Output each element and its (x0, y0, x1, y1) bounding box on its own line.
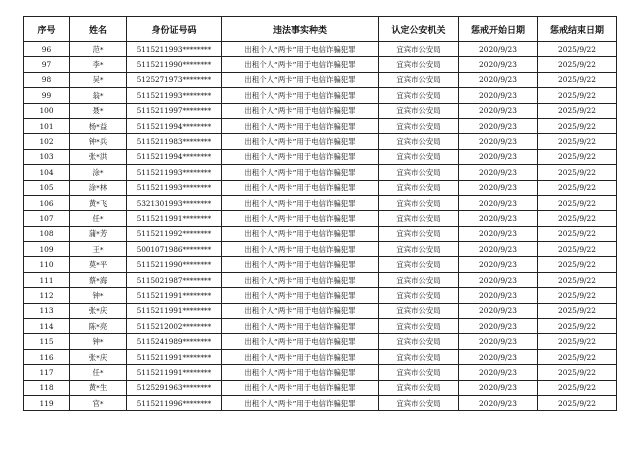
cell-end-date: 2025/9/22 (538, 165, 617, 180)
cell-serial: 113 (24, 303, 70, 318)
cell-name: 王* (70, 242, 127, 257)
cell-name: 钟* (70, 334, 127, 349)
cell-name: 钟*兵 (70, 134, 127, 149)
cell-id-number: 5115211993******** (127, 165, 222, 180)
table-row (24, 118, 617, 133)
cell-serial: 101 (24, 118, 70, 133)
cell-start-date: 2020/9/23 (459, 365, 538, 380)
cell-violation-type: 出租个人“两卡”用于电信诈骗犯罪 (222, 380, 379, 395)
cell-id-number: 5115211997******** (127, 103, 222, 118)
cell-id-number: 5125271973******** (127, 72, 222, 87)
cell-authority: 宜宾市公安局 (379, 57, 459, 72)
table-row (24, 272, 617, 287)
cell-violation-type: 出租个人“两卡”用于电信诈骗犯罪 (222, 88, 379, 103)
table-row (24, 211, 617, 226)
cell-name: 吴* (70, 72, 127, 87)
cell-serial: 97 (24, 57, 70, 72)
cell-name: 官* (70, 395, 127, 410)
cell-serial: 114 (24, 319, 70, 334)
header-name: 姓名 (70, 17, 127, 42)
table-row (24, 165, 617, 180)
cell-serial: 119 (24, 395, 70, 410)
cell-name: 张*庆 (70, 349, 127, 364)
cell-violation-type: 出租个人“两卡”用于电信诈骗犯罪 (222, 272, 379, 287)
cell-authority: 宜宾市公安局 (379, 257, 459, 272)
cell-start-date: 2020/9/23 (459, 349, 538, 364)
cell-name: 黄*飞 (70, 195, 127, 210)
table-row (24, 149, 617, 164)
table-row (24, 257, 617, 272)
cell-end-date: 2025/9/22 (538, 103, 617, 118)
cell-id-number: 5115241989******** (127, 334, 222, 349)
cell-start-date: 2020/9/23 (459, 88, 538, 103)
cell-name: 任* (70, 365, 127, 380)
cell-start-date: 2020/9/23 (459, 149, 538, 164)
table-row (24, 180, 617, 195)
header-start-date: 惩戒开始日期 (459, 17, 538, 42)
cell-violation-type: 出租个人“两卡”用于电信诈骗犯罪 (222, 226, 379, 241)
cell-end-date: 2025/9/22 (538, 242, 617, 257)
cell-start-date: 2020/9/23 (459, 242, 538, 257)
cell-authority: 宜宾市公安局 (379, 72, 459, 87)
table-body (24, 42, 617, 411)
cell-violation-type: 出租个人“两卡”用于电信诈骗犯罪 (222, 57, 379, 72)
cell-violation-type: 出租个人“两卡”用于电信诈骗犯罪 (222, 165, 379, 180)
cell-end-date: 2025/9/22 (538, 272, 617, 287)
cell-end-date: 2025/9/22 (538, 334, 617, 349)
cell-serial: 102 (24, 134, 70, 149)
cell-serial: 116 (24, 349, 70, 364)
cell-id-number: 5115211991******** (127, 211, 222, 226)
table-row (24, 103, 617, 118)
cell-start-date: 2020/9/23 (459, 72, 538, 87)
cell-violation-type: 出租个人“两卡”用于电信诈骗犯罪 (222, 349, 379, 364)
cell-end-date: 2025/9/22 (538, 319, 617, 334)
cell-serial: 111 (24, 272, 70, 287)
cell-id-number: 5115211993******** (127, 180, 222, 195)
cell-end-date: 2025/9/22 (538, 42, 617, 57)
cell-authority: 宜宾市公安局 (379, 42, 459, 57)
cell-start-date: 2020/9/23 (459, 380, 538, 395)
cell-end-date: 2025/9/22 (538, 380, 617, 395)
table-row (24, 380, 617, 395)
cell-start-date: 2020/9/23 (459, 257, 538, 272)
header-end-date: 惩戒结束日期 (538, 17, 617, 42)
cell-serial: 107 (24, 211, 70, 226)
cell-start-date: 2020/9/23 (459, 226, 538, 241)
cell-name: 蒲*芳 (70, 226, 127, 241)
cell-start-date: 2020/9/23 (459, 42, 538, 57)
cell-id-number: 5115211991******** (127, 303, 222, 318)
table-row (24, 303, 617, 318)
cell-authority: 宜宾市公安局 (379, 288, 459, 303)
cell-end-date: 2025/9/22 (538, 57, 617, 72)
cell-end-date: 2025/9/22 (538, 118, 617, 133)
cell-id-number: 5115211983******** (127, 134, 222, 149)
cell-authority: 宜宾市公安局 (379, 272, 459, 287)
cell-serial: 117 (24, 365, 70, 380)
table-row (24, 288, 617, 303)
cell-authority: 宜宾市公安局 (379, 180, 459, 195)
cell-start-date: 2020/9/23 (459, 272, 538, 287)
cell-start-date: 2020/9/23 (459, 319, 538, 334)
cell-authority: 宜宾市公安局 (379, 319, 459, 334)
cell-name: 任* (70, 211, 127, 226)
table-row (24, 42, 617, 57)
cell-end-date: 2025/9/22 (538, 226, 617, 241)
cell-id-number: 5115212002******** (127, 319, 222, 334)
cell-end-date: 2025/9/22 (538, 72, 617, 87)
cell-authority: 宜宾市公安局 (379, 165, 459, 180)
table-row (24, 134, 617, 149)
cell-violation-type: 出租个人“两卡”用于电信诈骗犯罪 (222, 134, 379, 149)
cell-violation-type: 出租个人“两卡”用于电信诈骗犯罪 (222, 334, 379, 349)
table-row (24, 88, 617, 103)
cell-end-date: 2025/9/22 (538, 211, 617, 226)
cell-authority: 宜宾市公安局 (379, 118, 459, 133)
table-row (24, 365, 617, 380)
cell-serial: 112 (24, 288, 70, 303)
cell-authority: 宜宾市公安局 (379, 211, 459, 226)
cell-name: 张*洪 (70, 149, 127, 164)
cell-authority: 宜宾市公安局 (379, 334, 459, 349)
cell-serial: 100 (24, 103, 70, 118)
cell-serial: 115 (24, 334, 70, 349)
cell-serial: 110 (24, 257, 70, 272)
cell-id-number: 5115211990******** (127, 57, 222, 72)
cell-serial: 118 (24, 380, 70, 395)
cell-end-date: 2025/9/22 (538, 288, 617, 303)
cell-start-date: 2020/9/23 (459, 211, 538, 226)
table-row (24, 57, 617, 72)
cell-id-number: 5115211991******** (127, 349, 222, 364)
cell-serial: 98 (24, 72, 70, 87)
cell-violation-type: 出租个人“两卡”用于电信诈骗犯罪 (222, 242, 379, 257)
cell-start-date: 2020/9/23 (459, 195, 538, 210)
cell-start-date: 2020/9/23 (459, 395, 538, 410)
cell-authority: 宜宾市公安局 (379, 88, 459, 103)
cell-violation-type: 出租个人“两卡”用于电信诈骗犯罪 (222, 257, 379, 272)
cell-end-date: 2025/9/22 (538, 365, 617, 380)
cell-end-date: 2025/9/22 (538, 134, 617, 149)
cell-start-date: 2020/9/23 (459, 334, 538, 349)
cell-name: 涂*林 (70, 180, 127, 195)
table-row (24, 395, 617, 410)
cell-violation-type: 出租个人“两卡”用于电信诈骗犯罪 (222, 103, 379, 118)
cell-start-date: 2020/9/23 (459, 288, 538, 303)
cell-serial: 106 (24, 195, 70, 210)
cell-end-date: 2025/9/22 (538, 257, 617, 272)
cell-violation-type: 出租个人“两卡”用于电信诈骗犯罪 (222, 319, 379, 334)
header-serial: 序号 (24, 17, 70, 42)
penalty-list-table (23, 16, 617, 411)
cell-start-date: 2020/9/23 (459, 165, 538, 180)
cell-start-date: 2020/9/23 (459, 134, 538, 149)
cell-authority: 宜宾市公安局 (379, 149, 459, 164)
cell-id-number: 5125291963******** (127, 380, 222, 395)
cell-serial: 103 (24, 149, 70, 164)
cell-id-number: 5321301993******** (127, 195, 222, 210)
cell-serial: 108 (24, 226, 70, 241)
cell-violation-type: 出租个人“两卡”用于电信诈骗犯罪 (222, 42, 379, 57)
table-row (24, 195, 617, 210)
cell-authority: 宜宾市公安局 (379, 303, 459, 318)
cell-id-number: 5115211991******** (127, 288, 222, 303)
cell-end-date: 2025/9/22 (538, 180, 617, 195)
cell-violation-type: 出租个人“两卡”用于电信诈骗犯罪 (222, 288, 379, 303)
cell-start-date: 2020/9/23 (459, 118, 538, 133)
cell-authority: 宜宾市公安局 (379, 380, 459, 395)
cell-id-number: 5115211991******** (127, 365, 222, 380)
cell-end-date: 2025/9/22 (538, 149, 617, 164)
cell-name: 杨*益 (70, 118, 127, 133)
cell-id-number: 5115211994******** (127, 118, 222, 133)
cell-end-date: 2025/9/22 (538, 303, 617, 318)
cell-serial: 96 (24, 42, 70, 57)
cell-name: 蔡*海 (70, 272, 127, 287)
cell-authority: 宜宾市公安局 (379, 134, 459, 149)
cell-id-number: 5115211993******** (127, 88, 222, 103)
cell-violation-type: 出租个人“两卡”用于电信诈骗犯罪 (222, 211, 379, 226)
cell-name: 钟* (70, 288, 127, 303)
table-header-row (24, 17, 617, 42)
cell-violation-type: 出租个人“两卡”用于电信诈骗犯罪 (222, 72, 379, 87)
cell-start-date: 2020/9/23 (459, 180, 538, 195)
cell-violation-type: 出租个人“两卡”用于电信诈骗犯罪 (222, 149, 379, 164)
cell-name: 涂* (70, 165, 127, 180)
cell-start-date: 2020/9/23 (459, 57, 538, 72)
cell-serial: 109 (24, 242, 70, 257)
cell-id-number: 5115211996******** (127, 395, 222, 410)
cell-id-number: 5115211994******** (127, 149, 222, 164)
cell-violation-type: 出租个人“两卡”用于电信诈骗犯罪 (222, 303, 379, 318)
cell-end-date: 2025/9/22 (538, 195, 617, 210)
cell-id-number: 5115211990******** (127, 257, 222, 272)
cell-violation-type: 出租个人“两卡”用于电信诈骗犯罪 (222, 180, 379, 195)
table-row (24, 349, 617, 364)
header-authority: 认定公安机关 (379, 17, 459, 42)
cell-serial: 99 (24, 88, 70, 103)
table-row (24, 226, 617, 241)
cell-id-number: 5115211993******** (127, 42, 222, 57)
cell-end-date: 2025/9/22 (538, 88, 617, 103)
cell-name: 黄*生 (70, 380, 127, 395)
table-row (24, 319, 617, 334)
cell-violation-type: 出租个人“两卡”用于电信诈骗犯罪 (222, 365, 379, 380)
header-violation-type: 违法事实种类 (222, 17, 379, 42)
cell-name: 李* (70, 57, 127, 72)
cell-start-date: 2020/9/23 (459, 303, 538, 318)
cell-authority: 宜宾市公安局 (379, 365, 459, 380)
table-row (24, 72, 617, 87)
cell-authority: 宜宾市公安局 (379, 395, 459, 410)
cell-authority: 宜宾市公安局 (379, 349, 459, 364)
cell-violation-type: 出租个人“两卡”用于电信诈骗犯罪 (222, 118, 379, 133)
cell-violation-type: 出租个人“两卡”用于电信诈骗犯罪 (222, 195, 379, 210)
cell-authority: 宜宾市公安局 (379, 103, 459, 118)
table-row (24, 334, 617, 349)
cell-name: 莫*平 (70, 257, 127, 272)
cell-name: 陈*亮 (70, 319, 127, 334)
cell-end-date: 2025/9/22 (538, 395, 617, 410)
cell-id-number: 5115211992******** (127, 226, 222, 241)
cell-id-number: 5115021987******** (127, 272, 222, 287)
cell-authority: 宜宾市公安局 (379, 226, 459, 241)
cell-name: 范* (70, 42, 127, 57)
cell-start-date: 2020/9/23 (459, 103, 538, 118)
document-page (23, 16, 617, 411)
cell-name: 张*庆 (70, 303, 127, 318)
cell-name: 聂* (70, 103, 127, 118)
header-id-number: 身份证号码 (127, 17, 222, 42)
cell-authority: 宜宾市公安局 (379, 195, 459, 210)
cell-serial: 104 (24, 165, 70, 180)
cell-end-date: 2025/9/22 (538, 349, 617, 364)
cell-violation-type: 出租个人“两卡”用于电信诈骗犯罪 (222, 395, 379, 410)
table-row (24, 242, 617, 257)
cell-id-number: 5001071986******** (127, 242, 222, 257)
cell-serial: 105 (24, 180, 70, 195)
cell-authority: 宜宾市公安局 (379, 242, 459, 257)
cell-name: 翁* (70, 88, 127, 103)
